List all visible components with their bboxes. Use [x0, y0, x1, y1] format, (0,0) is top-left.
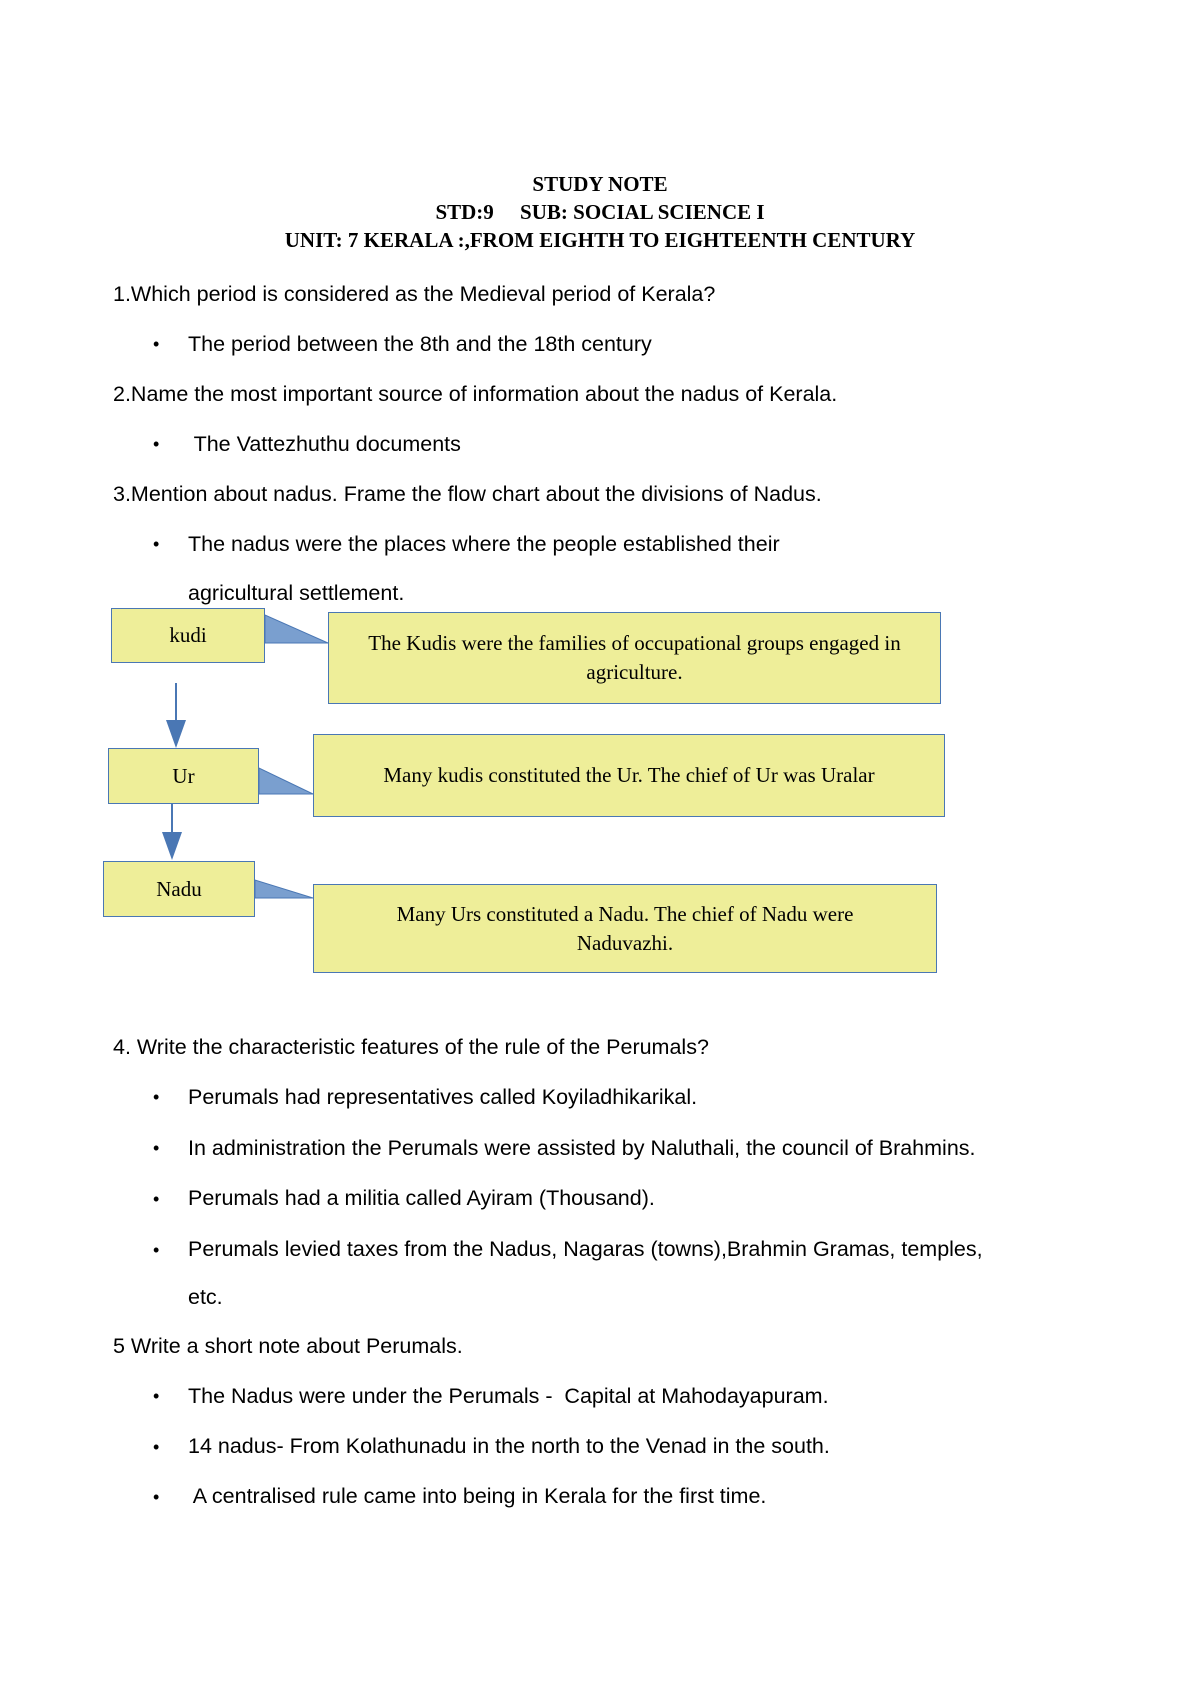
- flow-node-nadu: Nadu: [103, 861, 255, 917]
- question-2: 2.Name the most important source of information about the nadus of Kerala.: [113, 382, 838, 406]
- answer-4-3: Perumals had a militia called Ayiram (Thousand).: [188, 1186, 655, 1210]
- question-4: 4. Write the characteristic features of the rule of the Perumals?: [113, 1035, 709, 1059]
- flow-callout-kudi: The Kudis were the families of occupational groups engaged in agriculture.: [328, 612, 941, 704]
- answer-1-1: The period between the 8th and the 18th century: [188, 332, 652, 356]
- answer-3-line1: The nadus were the places where the people established their: [188, 532, 780, 556]
- answer-4-4-cont: etc.: [188, 1285, 223, 1309]
- arrow-kudi-to-ur-head: [166, 720, 186, 748]
- answer-3-line2: agricultural settlement.: [188, 581, 405, 605]
- doc-title: STUDY NOTE: [532, 172, 668, 196]
- answer-4-2: In administration the Perumals were assisted by Naluthali, the council of Brahmins.: [188, 1136, 976, 1160]
- bullet: •: [153, 1386, 160, 1406]
- bullet: •: [153, 1087, 160, 1107]
- bullet: •: [153, 1138, 160, 1158]
- flow-node-kudi: kudi: [111, 608, 265, 663]
- answer-5-3: A centralised rule came into being in Kerala for the first time.: [188, 1484, 767, 1508]
- question-1: 1.Which period is considered as the Medieval period of Kerala?: [113, 282, 716, 306]
- bullet: •: [153, 334, 160, 354]
- flow-callout-ur: Many kudis constituted the Ur. The chief of Ur was Uralar: [313, 734, 945, 817]
- unit-line: UNIT: 7 KERALA :,FROM EIGHTH TO EIGHTEENTH CENTURY: [284, 228, 916, 252]
- answer-5-1: The Nadus were under the Perumals - Capital at Mahodayapuram.: [188, 1384, 829, 1408]
- callout-pointer-nadu: [255, 880, 313, 898]
- bullet: •: [153, 1189, 160, 1209]
- arrow-ur-to-nadu-head: [162, 832, 182, 860]
- answer-2-1: The Vattezhuthu documents: [188, 432, 461, 456]
- callout-pointer-kudi: [265, 615, 328, 643]
- answer-5-2: 14 nadus- From Kolathunadu in the north to the Venad in the south.: [188, 1434, 830, 1458]
- bullet: •: [153, 1240, 160, 1260]
- answer-4-4: Perumals levied taxes from the Nadus, Nagaras (towns),Brahmin Gramas, temples,: [188, 1237, 983, 1261]
- question-5: 5 Write a short note about Perumals.: [113, 1334, 463, 1358]
- bullet: •: [153, 1487, 160, 1507]
- answer-4-1: Perumals had representatives called Koyiladhikarikal.: [188, 1085, 698, 1109]
- callout-pointer-ur: [259, 768, 313, 794]
- std-subject-line: STD:9 SUB: SOCIAL SCIENCE I: [435, 200, 765, 224]
- question-3: 3.Mention about nadus. Frame the flow chart about the divisions of Nadus.: [113, 482, 822, 506]
- flow-node-ur: Ur: [108, 748, 259, 804]
- bullet: •: [153, 434, 160, 454]
- bullet: •: [153, 1437, 160, 1457]
- bullet: •: [153, 534, 160, 554]
- flow-callout-nadu: Many Urs constituted a Nadu. The chief of Nadu were Naduvazhi.: [313, 884, 937, 973]
